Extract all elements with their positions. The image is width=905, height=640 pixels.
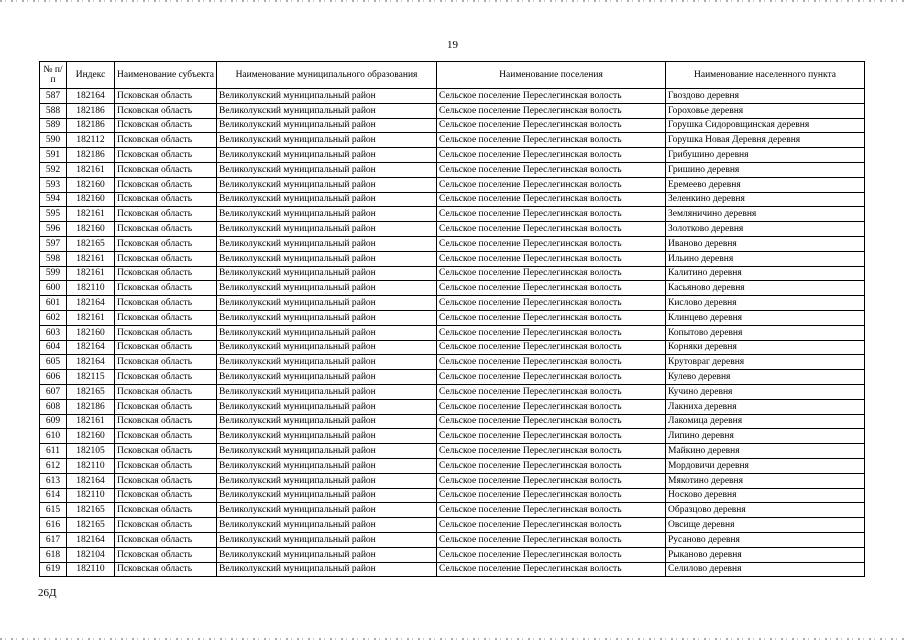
cell-subject: Псковская область: [115, 473, 217, 488]
cell-num: 587: [40, 89, 67, 104]
header-num: № п/п: [40, 62, 67, 89]
cell-index: 182164: [67, 340, 115, 355]
cell-municipality: Великолукский муниципальный район: [217, 251, 437, 266]
cell-settlement: Сельское поселение Переслегинская волость: [437, 444, 666, 459]
cell-locality: Кучино деревня: [666, 384, 865, 399]
cell-municipality: Великолукский муниципальный район: [217, 89, 437, 104]
cell-settlement: Сельское поселение Переслегинская волость: [437, 236, 666, 251]
table-row: [40, 399, 865, 414]
cell-num: 589: [40, 118, 67, 133]
cell-municipality: Великолукский муниципальный район: [217, 429, 437, 444]
cell-index: 182105: [67, 444, 115, 459]
cell-subject: Псковская область: [115, 370, 217, 385]
table-row: [40, 118, 865, 133]
cell-num: 617: [40, 532, 67, 547]
table-row: [40, 192, 865, 207]
cell-index: 182110: [67, 458, 115, 473]
cell-index: 182164: [67, 89, 115, 104]
cell-settlement: Сельское поселение Переслегинская волость: [437, 488, 666, 503]
cell-locality: Золотково деревня: [666, 222, 865, 237]
cell-index: 182160: [67, 325, 115, 340]
table-row: [40, 89, 865, 104]
cell-num: 611: [40, 444, 67, 459]
cell-num: 594: [40, 192, 67, 207]
cell-locality: Образцово деревня: [666, 503, 865, 518]
cell-municipality: Великолукский муниципальный район: [217, 162, 437, 177]
table-row: [40, 296, 865, 311]
cell-subject: Псковская область: [115, 266, 217, 281]
cell-locality: Калитино деревня: [666, 266, 865, 281]
cell-subject: Псковская область: [115, 340, 217, 355]
table-row: [40, 355, 865, 370]
table-row: [40, 414, 865, 429]
cell-municipality: Великолукский муниципальный район: [217, 133, 437, 148]
cell-index: 182110: [67, 488, 115, 503]
cell-index: 182165: [67, 384, 115, 399]
cell-municipality: Великолукский муниципальный район: [217, 177, 437, 192]
cell-index: 182115: [67, 370, 115, 385]
cell-subject: Псковская область: [115, 488, 217, 503]
cell-num: 599: [40, 266, 67, 281]
cell-index: 182165: [67, 503, 115, 518]
cell-index: 182186: [67, 399, 115, 414]
cell-municipality: Великолукский муниципальный район: [217, 547, 437, 562]
table-row: [40, 547, 865, 562]
cell-settlement: Сельское поселение Переслегинская волость: [437, 340, 666, 355]
cell-subject: Псковская область: [115, 89, 217, 104]
table-row: [40, 532, 865, 547]
cell-municipality: Великолукский муниципальный район: [217, 236, 437, 251]
cell-num: 601: [40, 296, 67, 311]
cell-settlement: Сельское поселение Переслегинская волость: [437, 222, 666, 237]
cell-settlement: Сельское поселение Переслегинская волость: [437, 399, 666, 414]
cell-locality: Мякотино деревня: [666, 473, 865, 488]
cell-locality: Гвоздово деревня: [666, 89, 865, 104]
cell-locality: Ильино деревня: [666, 251, 865, 266]
cell-index: 182165: [67, 236, 115, 251]
cell-index: 182161: [67, 251, 115, 266]
table-row: [40, 370, 865, 385]
cell-settlement: Сельское поселение Переслегинская волость: [437, 503, 666, 518]
cell-subject: Псковская область: [115, 547, 217, 562]
cell-municipality: Великолукский муниципальный район: [217, 118, 437, 133]
table-header-row: [40, 62, 865, 89]
cell-settlement: Сельское поселение Переслегинская волость: [437, 148, 666, 163]
cell-num: 593: [40, 177, 67, 192]
cell-municipality: Великолукский муниципальный район: [217, 414, 437, 429]
cell-subject: Псковская область: [115, 251, 217, 266]
cell-index: 182160: [67, 192, 115, 207]
page-number: 19: [447, 39, 458, 51]
cell-settlement: Сельское поселение Переслегинская волость: [437, 281, 666, 296]
cell-locality: Майкино деревня: [666, 444, 865, 459]
table-row: [40, 488, 865, 503]
table-row: [40, 518, 865, 533]
cell-municipality: Великолукский муниципальный район: [217, 355, 437, 370]
cell-num: 616: [40, 518, 67, 533]
cell-index: 182164: [67, 355, 115, 370]
cell-municipality: Великолукский муниципальный район: [217, 340, 437, 355]
cell-num: 597: [40, 236, 67, 251]
table-row: [40, 310, 865, 325]
cell-num: 588: [40, 103, 67, 118]
cell-subject: Псковская область: [115, 399, 217, 414]
cell-settlement: Сельское поселение Переслегинская волость: [437, 89, 666, 104]
table-row: [40, 177, 865, 192]
cell-municipality: Великолукский муниципальный район: [217, 444, 437, 459]
table-row: [40, 222, 865, 237]
cell-locality: Касьяново деревня: [666, 281, 865, 296]
cell-subject: Псковская область: [115, 414, 217, 429]
cell-settlement: Сельское поселение Переслегинская волость: [437, 266, 666, 281]
header-subject: Наименование субъекта: [115, 62, 217, 89]
cell-index: 182186: [67, 148, 115, 163]
cell-locality: Кислово деревня: [666, 296, 865, 311]
header-municipality: Наименование муниципального образования: [217, 62, 437, 89]
cell-index: 182186: [67, 103, 115, 118]
cell-subject: Псковская область: [115, 532, 217, 547]
cell-settlement: Сельское поселение Переслегинская волость: [437, 355, 666, 370]
cell-subject: Псковская область: [115, 192, 217, 207]
table-row: [40, 503, 865, 518]
table-row: [40, 251, 865, 266]
cell-locality: Еремеево деревня: [666, 177, 865, 192]
cell-num: 613: [40, 473, 67, 488]
table-row: [40, 281, 865, 296]
cell-subject: Псковская область: [115, 296, 217, 311]
cell-num: 603: [40, 325, 67, 340]
cell-locality: Горушка Новая Деревня деревня: [666, 133, 865, 148]
cell-municipality: Великолукский муниципальный район: [217, 192, 437, 207]
cell-locality: Мордовичи деревня: [666, 458, 865, 473]
cell-num: 607: [40, 384, 67, 399]
cell-municipality: Великолукский муниципальный район: [217, 399, 437, 414]
cell-subject: Псковская область: [115, 310, 217, 325]
cell-index: 182161: [67, 162, 115, 177]
cell-locality: Земляничино деревня: [666, 207, 865, 222]
table-row: [40, 444, 865, 459]
cell-settlement: Сельское поселение Переслегинская волость: [437, 562, 666, 577]
cell-settlement: Сельское поселение Переслегинская волость: [437, 473, 666, 488]
cell-settlement: Сельское поселение Переслегинская волость: [437, 103, 666, 118]
cell-num: 612: [40, 458, 67, 473]
cell-subject: Псковская область: [115, 518, 217, 533]
cell-num: 602: [40, 310, 67, 325]
cell-locality: Кулево деревня: [666, 370, 865, 385]
cell-locality: Иваново деревня: [666, 236, 865, 251]
cell-locality: Зеленкино деревня: [666, 192, 865, 207]
table-row: [40, 236, 865, 251]
table-row: [40, 325, 865, 340]
cell-num: 609: [40, 414, 67, 429]
cell-subject: Псковская область: [115, 384, 217, 399]
cell-subject: Псковская область: [115, 162, 217, 177]
cell-index: 182112: [67, 133, 115, 148]
cell-municipality: Великолукский муниципальный район: [217, 458, 437, 473]
table-row: [40, 162, 865, 177]
cell-locality: Гришино деревня: [666, 162, 865, 177]
cell-settlement: Сельское поселение Переслегинская волость: [437, 296, 666, 311]
cell-municipality: Великолукский муниципальный район: [217, 562, 437, 577]
cell-num: 596: [40, 222, 67, 237]
table-row: [40, 458, 865, 473]
cell-subject: Псковская область: [115, 236, 217, 251]
cell-subject: Псковская область: [115, 458, 217, 473]
cell-locality: Клинцево деревня: [666, 310, 865, 325]
cell-subject: Псковская область: [115, 355, 217, 370]
cell-num: 605: [40, 355, 67, 370]
cell-subject: Псковская область: [115, 148, 217, 163]
cell-settlement: Сельское поселение Переслегинская волость: [437, 133, 666, 148]
cell-locality: Гороховье деревня: [666, 103, 865, 118]
table-row: [40, 429, 865, 444]
table-row: [40, 103, 865, 118]
cell-index: 182110: [67, 562, 115, 577]
cell-index: 182164: [67, 532, 115, 547]
table-row: [40, 473, 865, 488]
cell-num: 608: [40, 399, 67, 414]
cell-subject: Псковская область: [115, 103, 217, 118]
table-row: [40, 133, 865, 148]
cell-municipality: Великолукский муниципальный район: [217, 281, 437, 296]
header-index: Индекс: [67, 62, 115, 89]
table-row: [40, 148, 865, 163]
scan-edge-top: [0, 0, 905, 2]
settlements-table: [39, 61, 865, 577]
cell-index: 182161: [67, 414, 115, 429]
cell-num: 592: [40, 162, 67, 177]
cell-settlement: Сельское поселение Переслегинская волость: [437, 207, 666, 222]
cell-locality: Лакомица деревня: [666, 414, 865, 429]
cell-settlement: Сельское поселение Переслегинская волость: [437, 177, 666, 192]
cell-locality: Горушка Сидоровщинская деревня: [666, 118, 865, 133]
table-row: [40, 384, 865, 399]
cell-num: 604: [40, 340, 67, 355]
cell-locality: Корняки деревня: [666, 340, 865, 355]
cell-index: 182164: [67, 296, 115, 311]
cell-subject: Псковская область: [115, 562, 217, 577]
cell-num: 591: [40, 148, 67, 163]
cell-index: 182104: [67, 547, 115, 562]
cell-municipality: Великолукский муниципальный район: [217, 207, 437, 222]
cell-municipality: Великолукский муниципальный район: [217, 103, 437, 118]
cell-municipality: Великолукский муниципальный район: [217, 473, 437, 488]
cell-locality: Липино деревня: [666, 429, 865, 444]
table-row: [40, 562, 865, 577]
cell-locality: Копытово деревня: [666, 325, 865, 340]
header-locality: Наименование населенного пункта: [666, 62, 865, 89]
cell-num: 615: [40, 503, 67, 518]
cell-settlement: Сельское поселение Переслегинская волость: [437, 162, 666, 177]
cell-settlement: Сельское поселение Переслегинская волость: [437, 118, 666, 133]
cell-municipality: Великолукский муниципальный район: [217, 222, 437, 237]
cell-subject: Псковская область: [115, 503, 217, 518]
cell-index: 182160: [67, 177, 115, 192]
cell-settlement: Сельское поселение Переслегинская волость: [437, 310, 666, 325]
cell-index: 182110: [67, 281, 115, 296]
cell-municipality: Великолукский муниципальный район: [217, 310, 437, 325]
table-row: [40, 266, 865, 281]
table-row: [40, 340, 865, 355]
cell-municipality: Великолукский муниципальный район: [217, 325, 437, 340]
cell-num: 595: [40, 207, 67, 222]
cell-subject: Псковская область: [115, 222, 217, 237]
cell-index: 182160: [67, 222, 115, 237]
cell-index: 182165: [67, 518, 115, 533]
cell-index: 182186: [67, 118, 115, 133]
cell-settlement: Сельское поселение Переслегинская волость: [437, 532, 666, 547]
cell-locality: Грибушино деревня: [666, 148, 865, 163]
cell-num: 600: [40, 281, 67, 296]
cell-locality: Селилово деревня: [666, 562, 865, 577]
cell-subject: Псковская область: [115, 444, 217, 459]
table-body: [40, 89, 865, 577]
cell-settlement: Сельское поселение Переслегинская волость: [437, 458, 666, 473]
footer-code: 26Д: [38, 587, 57, 599]
cell-locality: Рыканово деревня: [666, 547, 865, 562]
table-row: [40, 207, 865, 222]
cell-locality: Лакниха деревня: [666, 399, 865, 414]
cell-municipality: Великолукский муниципальный район: [217, 384, 437, 399]
cell-municipality: Великолукский муниципальный район: [217, 370, 437, 385]
cell-settlement: Сельское поселение Переслегинская волость: [437, 325, 666, 340]
cell-subject: Псковская область: [115, 133, 217, 148]
header-settlement: Наименование поселения: [437, 62, 666, 89]
cell-settlement: Сельское поселение Переслегинская волость: [437, 429, 666, 444]
cell-subject: Псковская область: [115, 207, 217, 222]
cell-settlement: Сельское поселение Переслегинская волость: [437, 251, 666, 266]
cell-settlement: Сельское поселение Переслегинская волость: [437, 370, 666, 385]
cell-subject: Псковская область: [115, 429, 217, 444]
cell-subject: Псковская область: [115, 325, 217, 340]
cell-num: 590: [40, 133, 67, 148]
cell-settlement: Сельское поселение Переслегинская волость: [437, 384, 666, 399]
cell-locality: Русаново деревня: [666, 532, 865, 547]
cell-settlement: Сельское поселение Переслегинская волость: [437, 547, 666, 562]
cell-subject: Псковская область: [115, 177, 217, 192]
cell-settlement: Сельское поселение Переслегинская волость: [437, 192, 666, 207]
cell-subject: Псковская область: [115, 281, 217, 296]
cell-locality: Носково деревня: [666, 488, 865, 503]
cell-locality: Овсище деревня: [666, 518, 865, 533]
cell-num: 619: [40, 562, 67, 577]
cell-num: 618: [40, 547, 67, 562]
cell-index: 182161: [67, 207, 115, 222]
cell-num: 598: [40, 251, 67, 266]
cell-index: 182161: [67, 310, 115, 325]
cell-municipality: Великолукский муниципальный район: [217, 532, 437, 547]
cell-municipality: Великолукский муниципальный район: [217, 518, 437, 533]
cell-index: 182164: [67, 473, 115, 488]
cell-settlement: Сельское поселение Переслегинская волость: [437, 518, 666, 533]
cell-municipality: Великолукский муниципальный район: [217, 296, 437, 311]
cell-index: 182161: [67, 266, 115, 281]
cell-municipality: Великолукский муниципальный район: [217, 488, 437, 503]
cell-num: 606: [40, 370, 67, 385]
cell-num: 610: [40, 429, 67, 444]
cell-settlement: Сельское поселение Переслегинская волость: [437, 414, 666, 429]
cell-municipality: Великолукский муниципальный район: [217, 503, 437, 518]
cell-municipality: Великолукский муниципальный район: [217, 148, 437, 163]
cell-num: 614: [40, 488, 67, 503]
cell-index: 182160: [67, 429, 115, 444]
cell-subject: Псковская область: [115, 118, 217, 133]
cell-municipality: Великолукский муниципальный район: [217, 266, 437, 281]
cell-locality: Крутоврaг деревня: [666, 355, 865, 370]
